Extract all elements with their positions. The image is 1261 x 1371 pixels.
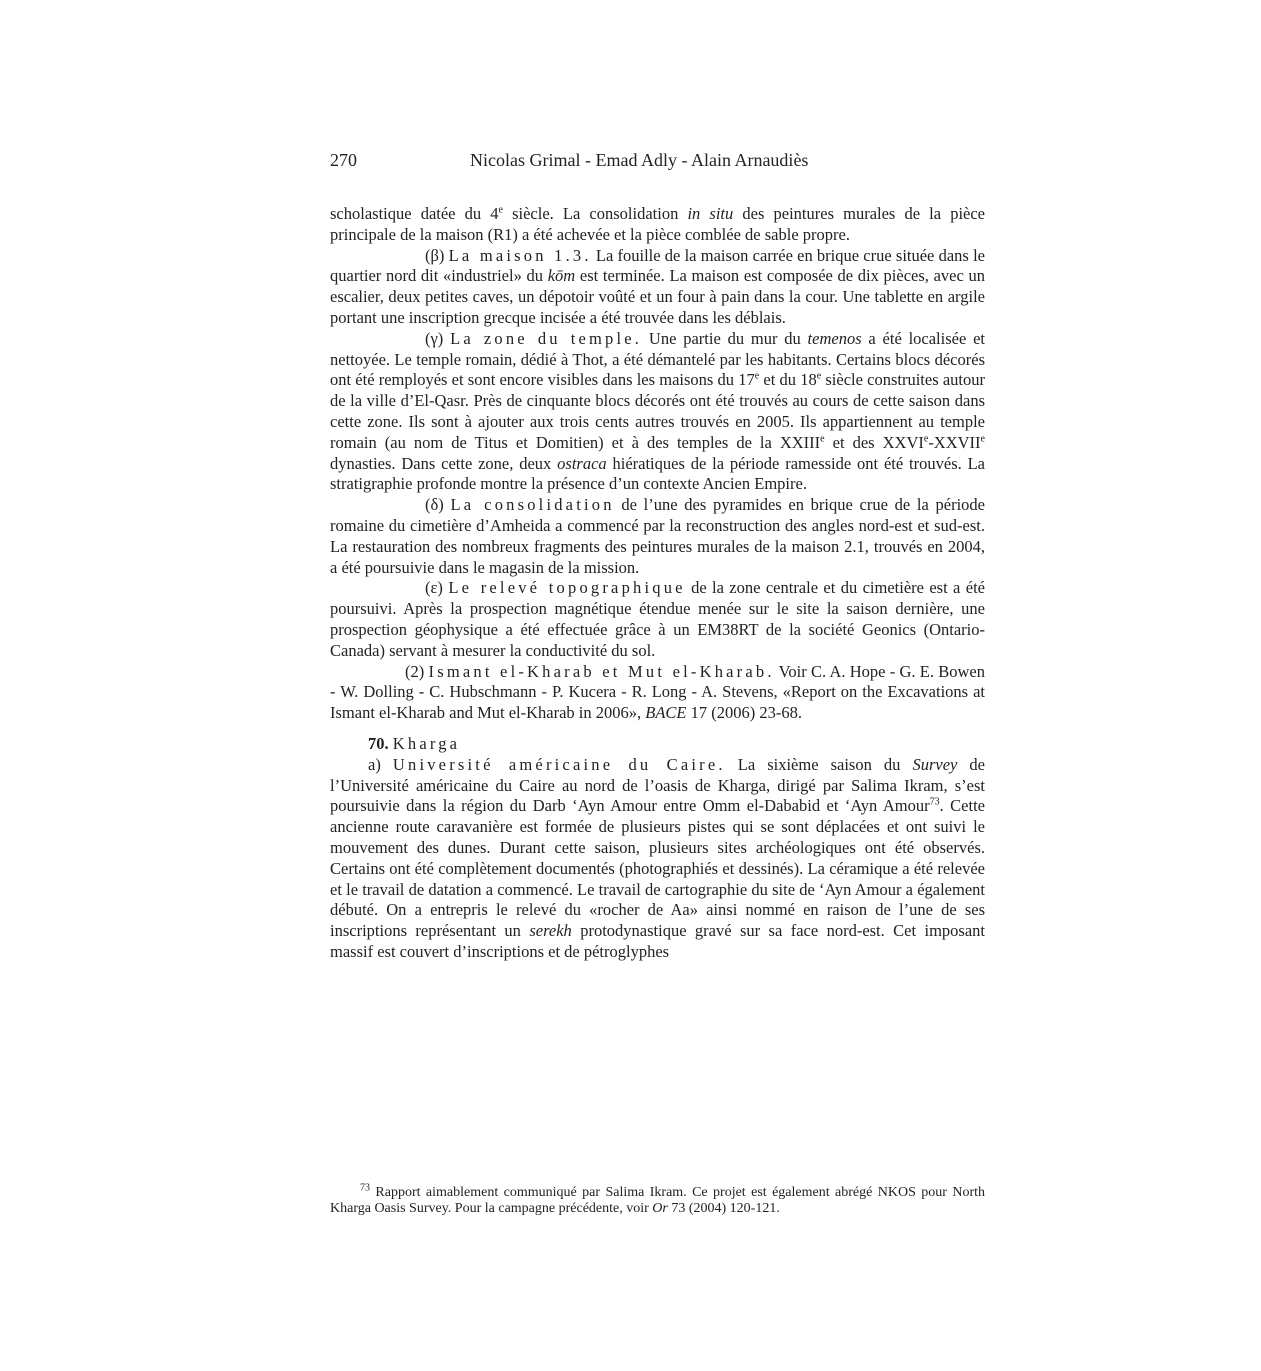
text-run: de l’une des pyramides en brique crue de la période romaine du cimetière d’Amheida a commencé par la reconstruction des angles nord-est et sud-est. La restauration des nombreux fragments des peintures murales de la maison 2.1, trouvés en 2004, a été poursuivie dans le magasin de la mission. xyxy=(330,495,985,577)
spaced-heading: Université américaine du Caire. xyxy=(392,754,726,774)
text-run: siècle. La consolidation xyxy=(502,204,688,223)
paragraph-maison-1-3 xyxy=(330,246,985,329)
spaced-heading: Le relevé topographique xyxy=(448,578,686,598)
text-run: Voir C. A. Hope - G. E. Bowen - W. Dolling - C. Hubschmann - P. Kucera - R. Long - A. Stevens, «Report on the Excavations at Ismant el-Kharab and Mut el-Kharab in 2006», xyxy=(330,661,985,723)
footnote-area xyxy=(330,1182,985,1216)
text-run: dynasties. Dans cette zone, deux xyxy=(330,453,558,473)
superscript: e xyxy=(754,370,760,382)
footnote-73 xyxy=(330,1182,985,1216)
page-number: 270 xyxy=(330,150,357,170)
paragraph-universite-americaine xyxy=(330,755,985,963)
text-run: est terminée. La maison est composée de dix pièces, avec un escalier, deux petites caves, un dépotoir voûté et un four à pain dans la cour. Une tablette en argile portant une inscription grecque incisée a été trouvée dans les déblais. xyxy=(330,266,985,327)
spaced-heading: La maison 1.3. xyxy=(448,245,592,265)
italic-term: in situ xyxy=(687,204,734,223)
item-marker: (β) xyxy=(425,245,449,265)
italic-term: kōm xyxy=(547,266,576,286)
text-run: Une partie du mur du xyxy=(642,328,808,348)
section-title: Kharga xyxy=(392,733,461,753)
text-run: siècle construites autour de la ville d’El-Qasr. Près de cinquante blocs décorés ont été trouvés au cours de cette saison dans cette zone. Ils sont à ajouter aux trois cents autres trouvés en 2005. Ils appartiennent au temple romain (au nom de Titus et Domitien) et à des temples de la XXIII xyxy=(330,370,985,452)
main-text xyxy=(330,204,985,963)
text-run: de l’Université américaine du Caire au nord de l’oasis de Kharga, dirigé par Salima Ikram, s’est poursuivie dans la région du Darb ‘Ayn Amour entre Omm el-Dababid et ‘Ayn Amour xyxy=(330,754,985,816)
spaced-heading: La consolidation xyxy=(450,495,615,515)
footnote-number: 73 xyxy=(360,1182,370,1194)
text-run: La sixième saison du xyxy=(725,754,913,774)
section-heading-kharga xyxy=(330,734,985,755)
superscript: e xyxy=(820,433,825,445)
text-run: a été localisée et nettoyée. Le temple romain, dédié à Thot, a été démantelé par les habitants. Certains blocs décorés ont été remployés et sont encore visibles dans les maisons du 17 xyxy=(330,328,985,390)
text-run: La fouille de la maison carrée en brique crue située dans le quartier nord dit «industriel» du xyxy=(330,245,985,286)
running-title: Nicolas Grimal - Emad Adly - Alain Arnaudiès xyxy=(470,150,809,170)
page-header xyxy=(330,150,985,176)
superscript: e xyxy=(816,370,822,382)
footnote-reference: 73 xyxy=(929,796,940,808)
text-run: protodynastique gravé sur sa face nord-est. Cet imposant massif est couvert d’inscriptions et de pétroglyphes xyxy=(330,921,985,961)
text-run: -XXVII xyxy=(928,432,981,452)
italic-term: serekh xyxy=(529,921,572,941)
italic-term: temenos xyxy=(807,328,862,348)
text-run: des peintures murales de la pièce principale de la maison (R1) a été achevée et la pièce comblée de sable propre. xyxy=(330,204,986,244)
paragraph-consolidation xyxy=(330,495,985,578)
italic-term: BACE xyxy=(645,703,687,723)
paragraph-releve-topographique xyxy=(330,578,985,661)
paragraph-zone-temple xyxy=(330,329,985,495)
superscript: e xyxy=(498,204,503,216)
text-run: 73 (2004) 120-121. xyxy=(667,1200,780,1216)
paragraph-scholastique xyxy=(330,204,985,246)
text-run: de la zone centrale et du cimetière est a été poursuivi. Après la prospection magnétique étendue menée sur le site la saison dernière, une prospection géophysique a été effectuée grâce à un EM38RT de la société Geonics (Ontario-Canada) servant à mesurer la conductivité du sol. xyxy=(330,578,985,660)
paragraph-ismant-el-kharab xyxy=(330,662,985,724)
item-marker: a) xyxy=(368,754,393,774)
text-run: . Cette ancienne route caravanière est formée de plusieurs pistes qui se sont déplacées et ont suivi le mouvement des dunes. Durant cette saison, plusieurs sites archéologiques ont été observés. Certains ont été complètement documentés (photographiés et dessinés). La céramique a été relevée et le travail de datation a commencé. Le travail de cartographie du site de ‘Ayn Amour a également débuté. On a entrepris le relevé du «rocher de Aa» ainsi nommé en raison de l’une de ses inscriptions représentant un xyxy=(330,796,985,941)
spaced-heading: Ismant el-Kharab et Mut el-Kharab. xyxy=(428,661,775,681)
italic-term: Survey xyxy=(912,754,958,774)
italic-term: Or xyxy=(652,1200,668,1216)
item-marker: (γ) xyxy=(425,328,451,348)
item-marker: (δ) xyxy=(425,495,451,515)
text-run: et du 18 xyxy=(759,370,817,390)
italic-term: ostraca xyxy=(557,453,607,473)
spaced-heading: La zone du temple. xyxy=(450,328,643,348)
text-run: Rapport aimablement communiqué par Salima Ikram. Ce projet est également abrégé NKOS pour North Kharga Oasis Survey. Pour la campagne précédente, voir xyxy=(330,1185,985,1216)
superscript: e xyxy=(980,433,985,445)
superscript: e xyxy=(923,433,929,445)
text-run: hiératiques de la période ramesside ont été trouvés. La stratigraphie profonde montre la présence d’un contexte Ancien Empire. xyxy=(330,453,985,494)
section-number: 70. xyxy=(368,733,389,753)
text-run: scholastique datée du 4 xyxy=(330,204,499,223)
text-run: 17 (2006) 23-68. xyxy=(686,703,802,723)
text-run: et des XXVI xyxy=(824,432,924,452)
item-marker: (2) xyxy=(405,661,429,681)
item-marker: (ε) xyxy=(425,578,449,598)
